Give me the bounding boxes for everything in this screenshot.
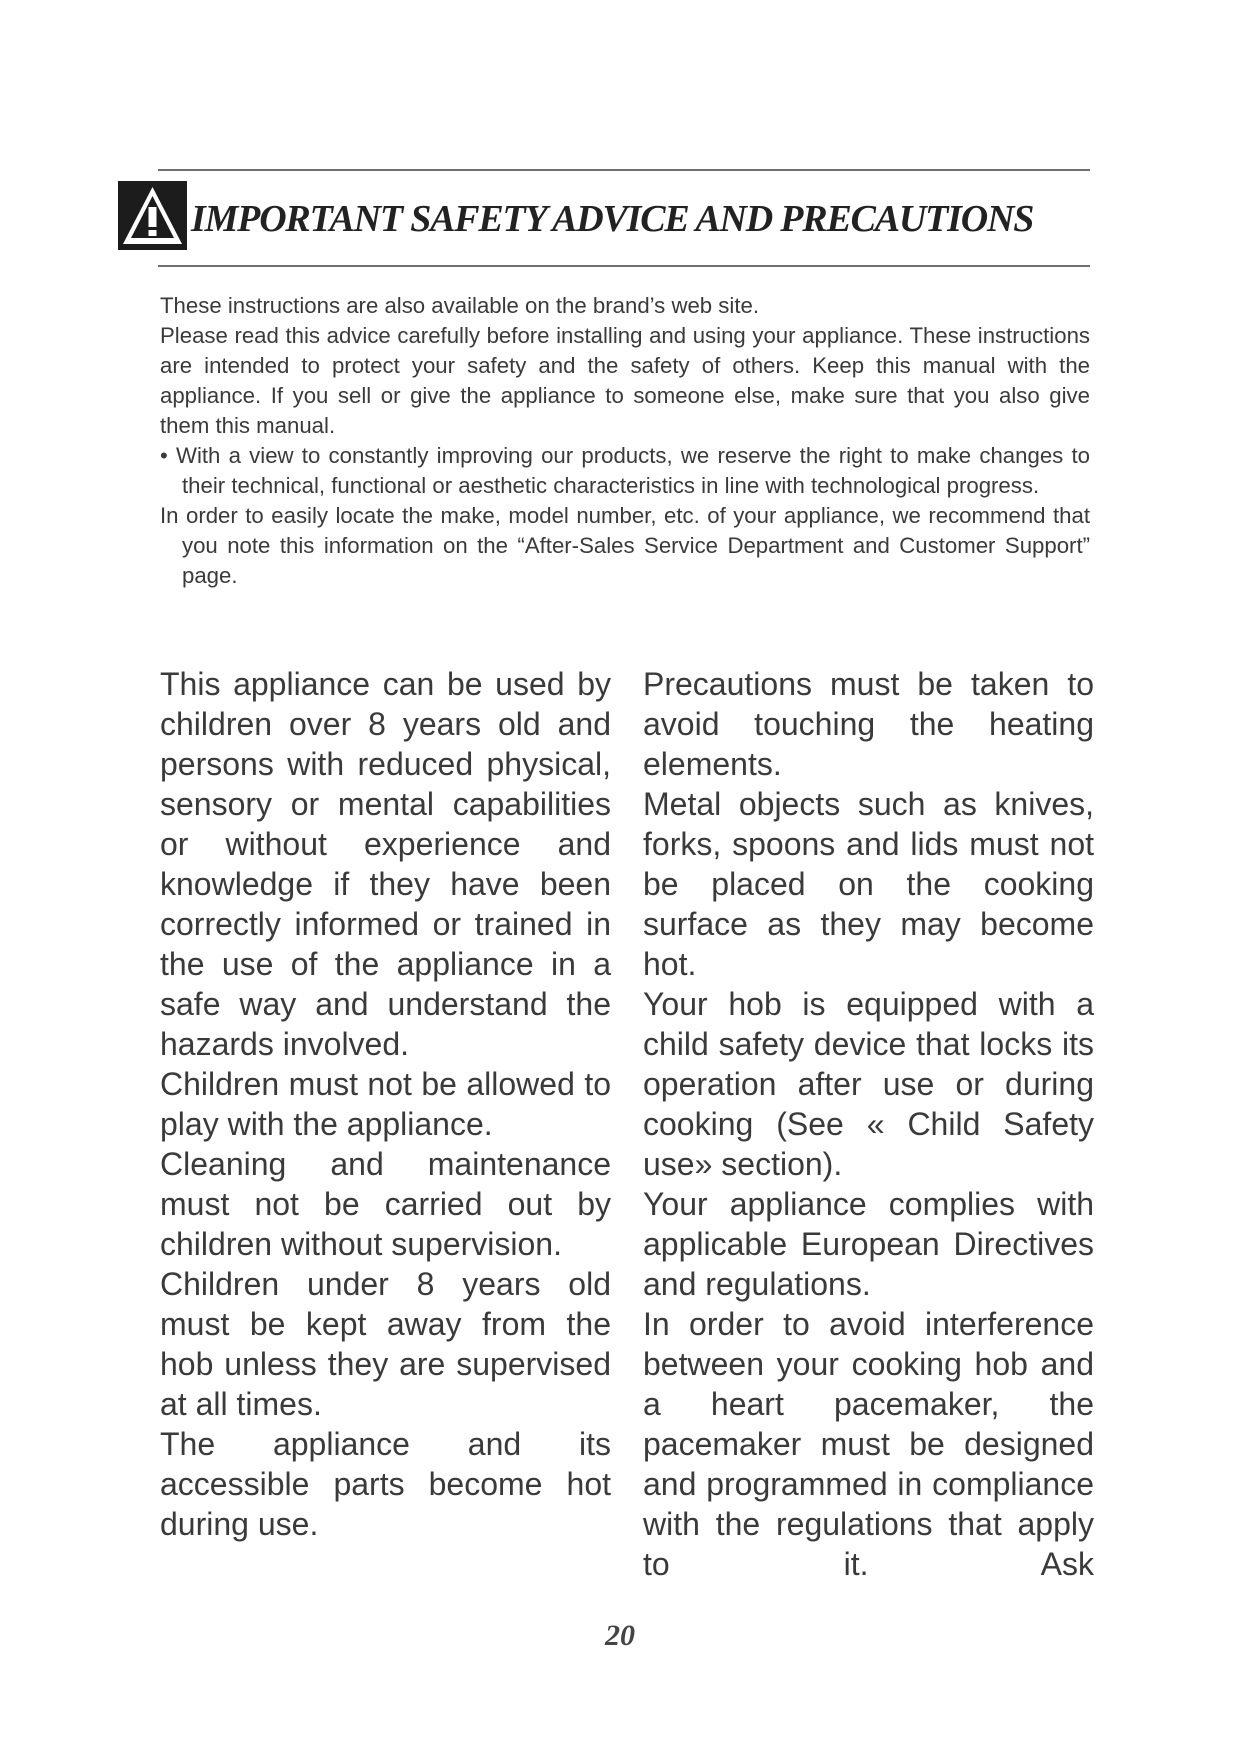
page-number: 20 xyxy=(605,1619,635,1652)
left-column xyxy=(160,664,611,1544)
right-paragraph: In order to avoid interference between your cooking hob and a heart pacemaker, the pacemaker must be designed and programmed in compliance with the regulations that apply to it. Ask xyxy=(643,1306,1094,1582)
heading-divider xyxy=(158,265,1090,267)
warning-triangle-icon xyxy=(118,181,187,250)
left-paragraph: Children under 8 years old must be kept away from the hob unless they are supervised at all times. xyxy=(160,1266,611,1422)
top-divider xyxy=(158,169,1090,171)
intro-bullet: • With a view to constantly improving our products, we reserve the right to make changes to their technical, functional or aesthetic characteristics in line with technological progress. xyxy=(160,443,1090,498)
right-paragraph: Your hob is equipped with a child safety device that locks its operation after use or during cooking (See « Child Safety use» section). xyxy=(643,986,1094,1182)
left-paragraph: This appliance can be used by children over 8 years old and persons with reduced physical, sensory or mental capabilities or without experience and knowledge if they have been correctly informed or trained in the use of the appliance in a safe way and understand the hazards involved. xyxy=(160,666,611,1062)
right-paragraph: Metal objects such as knives, forks, spoons and lids must not be placed on the cooking surface as they may become hot. xyxy=(643,786,1094,982)
intro-line: These instructions are also available on the brand’s web site. xyxy=(160,293,759,318)
right-paragraph: Your appliance complies with applicable European Directives and regulations. xyxy=(643,1186,1094,1302)
right-paragraph: Precautions must be taken to avoid touching the heating elements. xyxy=(643,666,1094,782)
right-column xyxy=(643,664,1094,1584)
page-title: IMPORTANT SAFETY ADVICE AND PRECAUTIONS xyxy=(191,198,1034,240)
intro-paragraph-2: In order to easily locate the make, model number, etc. of your appliance, we recommend that you note this information on the “After-Sales Service Department and Customer Support” page. xyxy=(160,503,1090,588)
left-paragraph: Children must not be allowed to play with the appliance. xyxy=(160,1066,611,1142)
left-paragraph: The appliance and its accessible parts become hot during use. xyxy=(160,1426,611,1542)
intro-paragraph: Please read this advice carefully before installing and using your appliance. These instructions are intended to protect your safety and the safety of others. Keep this manual with the appliance. If you sell or give the appliance to someone else, make sure that you also give them this manual. xyxy=(160,323,1090,438)
intro-section xyxy=(160,291,1090,591)
left-paragraph: Cleaning and maintenance must not be carried out by children without supervision. xyxy=(160,1146,611,1262)
